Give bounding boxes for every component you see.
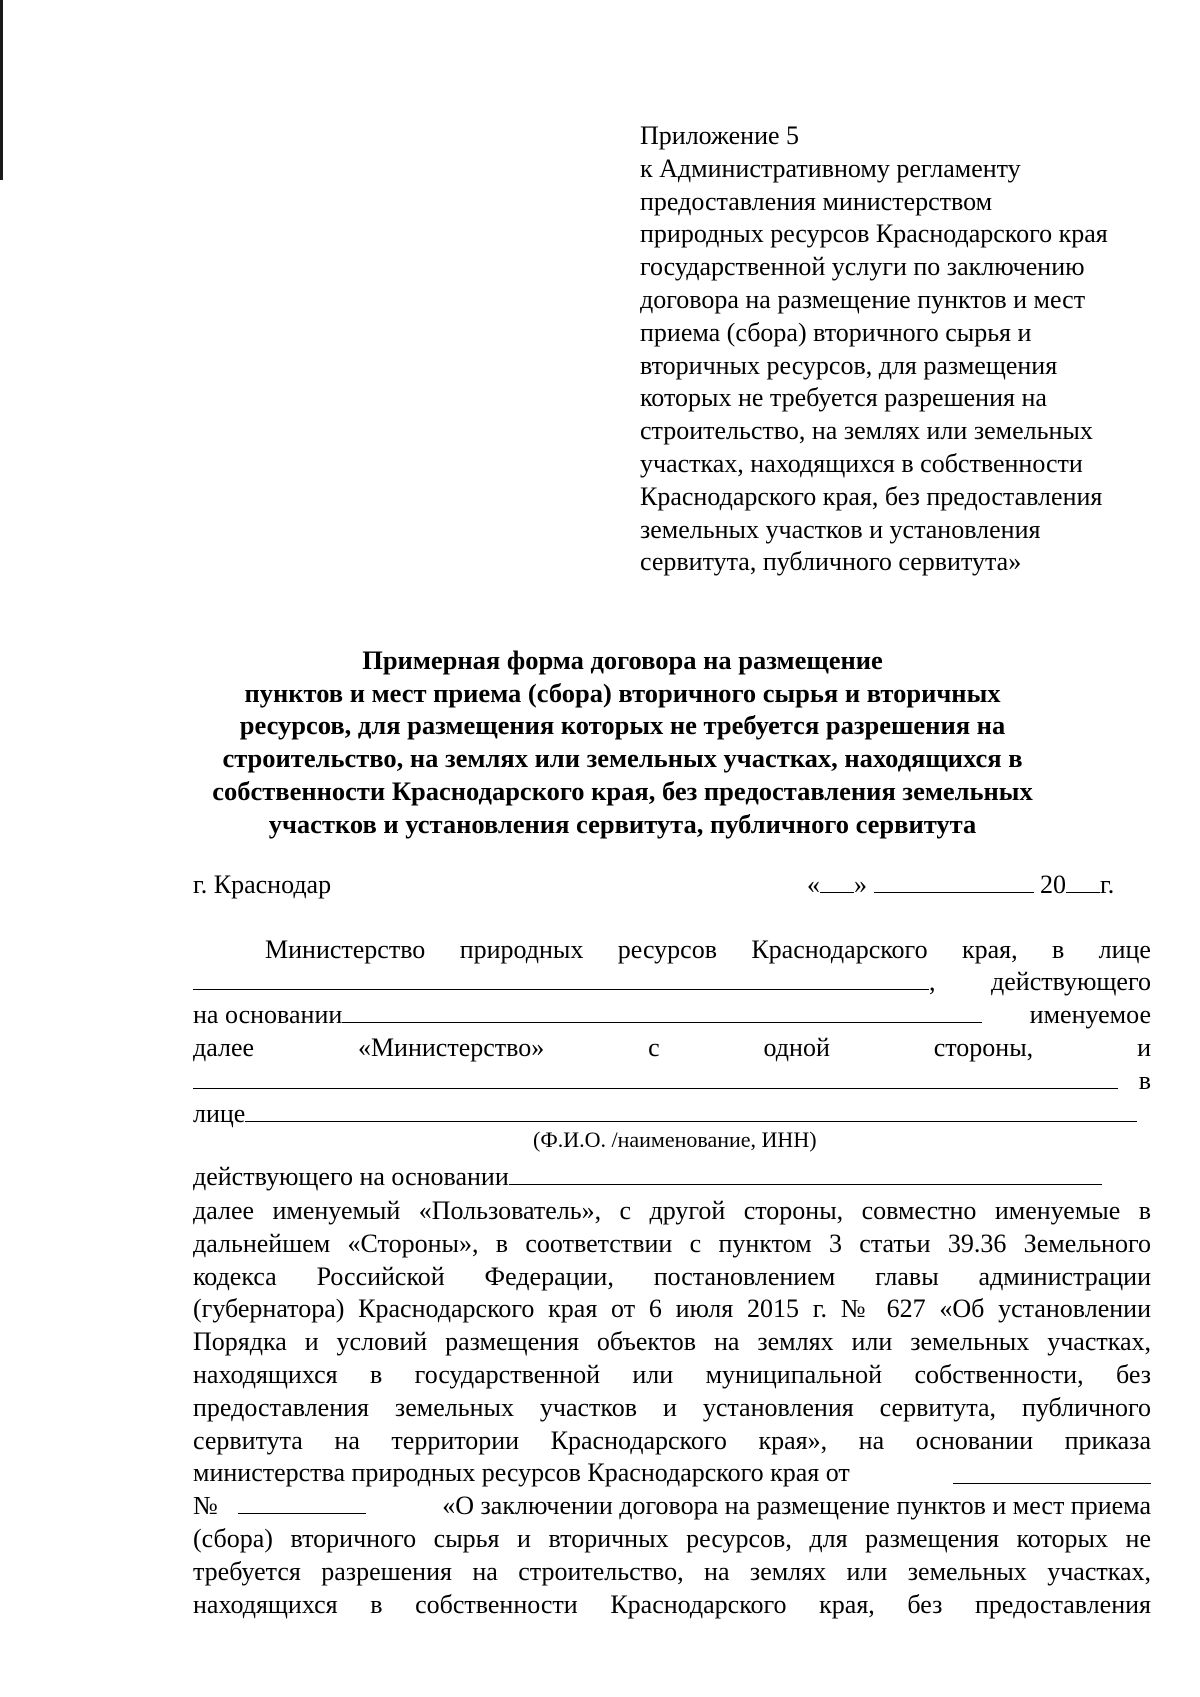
appendix-line: строительство, на землях или земельных — [640, 416, 1093, 446]
body-line: дальнейшем «Стороны», в соответствии с пунктом 3 статьи 39.36 Земельного — [193, 1228, 1151, 1258]
body-paragraph — [193, 1195, 1151, 1621]
appendix-line: Краснодарского края, без предоставления — [640, 481, 1103, 511]
body-line: сервитута на территории Краснодарского края», на основании приказа — [193, 1425, 1151, 1455]
parties-line-7 — [193, 1162, 1151, 1196]
title-line: ресурсов, для размещения которых не требуется разрешения на — [239, 710, 1006, 741]
word: природных — [459, 935, 584, 964]
parties-line-4 — [193, 1033, 1151, 1067]
parties-line-3 — [193, 1000, 1151, 1034]
word: одной — [763, 1033, 830, 1062]
word: Министерство — [265, 935, 426, 964]
title-line: строительство, на землях или земельных участках, находящихся в — [222, 743, 1023, 774]
appendix-line: вторичных ресурсов, для размещения — [640, 350, 1058, 380]
body-line-order-date — [193, 1457, 1151, 1490]
representative-blank — [193, 967, 929, 990]
appendix-line: к Административному регламенту — [640, 153, 1021, 183]
body-line: предоставления земельных участков и установления сервитута, публичного — [193, 1392, 1151, 1422]
word: в — [1051, 935, 1065, 964]
body-line: находящихся в собственности Краснодарского края, без предоставления — [193, 1589, 1151, 1619]
number-line-rest: «О заключении договора на размещение пунктов и мест приема — [442, 1491, 1151, 1521]
word: с — [648, 1033, 660, 1062]
acting-on-basis-label: действующего на основании — [193, 1162, 509, 1191]
city: г. Краснодар — [193, 870, 332, 899]
body-line: кодекса Российской Федерации, постановлением главы администрации — [193, 1261, 1151, 1291]
appendix-line: земельных участков и установления — [640, 514, 1041, 544]
body-line: Порядка и условий размещения объектов на землях или земельных участках, — [193, 1327, 1151, 1357]
year-blank — [1066, 870, 1100, 893]
named-label: именуемое — [1029, 1000, 1151, 1029]
word: лице — [1098, 935, 1151, 964]
body-line: (сбора) вторичного сырья и вторичных ресурсов, для размещения которых не — [193, 1523, 1151, 1553]
person-label: лице — [193, 1099, 246, 1128]
date-open-quote: « — [807, 870, 820, 899]
appendix-line: приема (сбора) вторичного сырья и — [640, 317, 1032, 347]
word: края, — [961, 935, 1018, 964]
word: далее — [193, 1033, 255, 1062]
number-sign: № — [193, 1491, 218, 1521]
basis-blank — [342, 1000, 982, 1023]
parties-line-2 — [193, 967, 1151, 1001]
user-blank — [193, 1066, 1118, 1089]
title-line: собственности Краснодарского края, без предоставления земельных — [212, 775, 1033, 806]
on-basis-label: на основании — [193, 1000, 343, 1029]
parties-line-1 — [265, 935, 1151, 969]
body-line: далее именуемый «Пользователь», с другой стороны, совместно именуемые в — [193, 1196, 1151, 1225]
word: и — [1137, 1033, 1151, 1062]
word: Краснодарского — [751, 935, 928, 964]
acting-label: действующего — [991, 967, 1151, 996]
in-word: в — [1138, 1066, 1151, 1095]
appendix-line: государственной услуги по заключению — [640, 252, 1085, 282]
body-line: министерства природных ресурсов Краснодарского края от — [193, 1458, 850, 1488]
title-line: пунктов и мест приема (сбора) вторичного сырья и вторичных — [244, 677, 1001, 708]
title-line: участков и установления сервитута, публичного сервитута — [268, 808, 977, 839]
date-close-quote: » — [854, 870, 867, 899]
person-blank — [245, 1099, 1137, 1122]
body-line: находящихся в государственной или муниципальной собственности, без — [193, 1359, 1151, 1389]
appendix-line: которых не требуется разрешения на — [640, 383, 1047, 413]
acting-basis-blank — [509, 1162, 1102, 1185]
word: «Министерство» — [357, 1033, 545, 1062]
appendix-line: договора на размещение пунктов и мест — [640, 284, 1086, 314]
parties-line-5 — [193, 1066, 1151, 1100]
appendix-line: Приложение 5 — [640, 121, 800, 150]
body-line-number — [193, 1490, 1151, 1523]
comma: , — [929, 967, 936, 996]
scan-edge-mark — [0, 0, 3, 180]
year-suffix: г. — [1100, 870, 1115, 899]
day-blank — [820, 870, 854, 893]
body-line: (губернатора) Краснодарского края от 6 июля 2015 г. № 627 «Об установлении — [193, 1294, 1151, 1324]
word: стороны, — [933, 1033, 1034, 1062]
blank-caption: (Ф.И.О. /наименование, ИНН) — [533, 1127, 817, 1152]
document-title — [180, 644, 1065, 840]
appendix-line: природных ресурсов Краснодарского края — [640, 219, 1108, 249]
word: ресурсов — [617, 935, 717, 964]
title-line: Примерная форма договора на размещение — [362, 645, 883, 675]
month-blank — [874, 870, 1034, 893]
appendix-line: сервитута, публичного сервитута» — [640, 547, 1022, 577]
order-number-blank — [238, 1491, 366, 1514]
appendix-block — [640, 120, 1160, 579]
appendix-line: предоставления министерством — [640, 186, 993, 216]
body-line: требуется разрешения на строительство, на землях или земельных участках, — [193, 1556, 1151, 1586]
appendix-line: участках, находящихся в собственности — [640, 448, 1083, 478]
date-field — [807, 870, 1114, 900]
year-prefix: 20 — [1040, 870, 1066, 899]
order-date-blank — [953, 1461, 1151, 1484]
